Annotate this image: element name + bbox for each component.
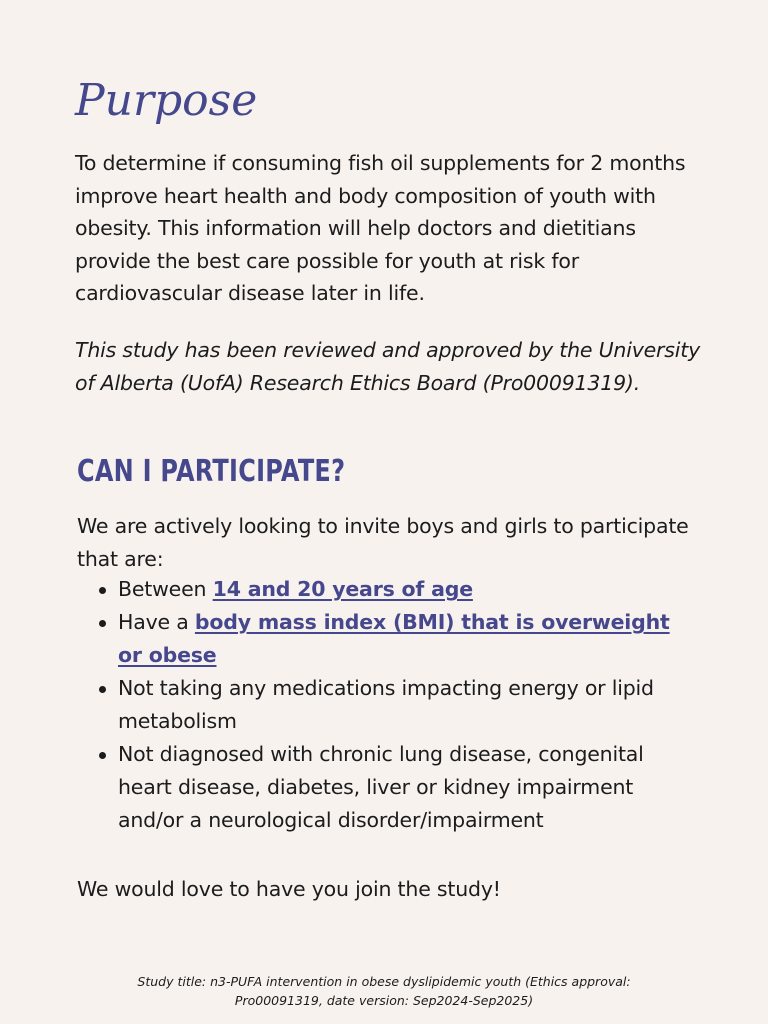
list-item-diagnoses (118, 738, 698, 837)
bullet-icon (99, 752, 106, 759)
age-range-link[interactable]: 14 and 20 years of age (212, 577, 473, 601)
study-footer: Study title: n3-PUFA intervention in obese dyslipidemic youth (Ethics approval: Pro00091319, date version: Sep2024-Sep2025) (137, 974, 631, 1008)
participate-intro: We are actively looking to invite boys and girls to participate that are: (77, 514, 689, 571)
criterion-prefix: Have a (118, 610, 195, 634)
purpose-paragraph: To determine if consuming fish oil supplements for 2 months improve heart health and body composition of youth with obesity. This information will help doctors and dietitians provide the best care possible for youth at risk for cardiovascular disease later in life. (75, 151, 686, 305)
criterion-text: Not taking any medications impacting energy or lipid metabolism (118, 676, 654, 733)
list-item-medications (118, 672, 698, 738)
purpose-title: Purpose (75, 75, 258, 126)
closing-message: We would love to have you join the study! (77, 877, 501, 901)
participate-heading: CAN I PARTICIPATE? (77, 454, 346, 489)
ethics-note: This study has been reviewed and approved by the University of Alberta (UofA) Research Ethics Board (Pro00091319). (75, 338, 701, 395)
list-item-bmi (118, 606, 698, 672)
bullet-icon (99, 620, 106, 627)
criterion-prefix: Between (118, 577, 213, 601)
bullet-icon (99, 686, 106, 693)
list-item-age (118, 573, 698, 606)
criterion-text: Not diagnosed with chronic lung disease, congenital heart disease, diabetes, liver or kidney impairment and/or a neurological disorder/impairment (118, 742, 644, 832)
bmi-link[interactable]: body mass index (BMI) that is overweight or obese (118, 610, 670, 667)
eligibility-list (118, 573, 698, 837)
bullet-icon (99, 587, 106, 594)
